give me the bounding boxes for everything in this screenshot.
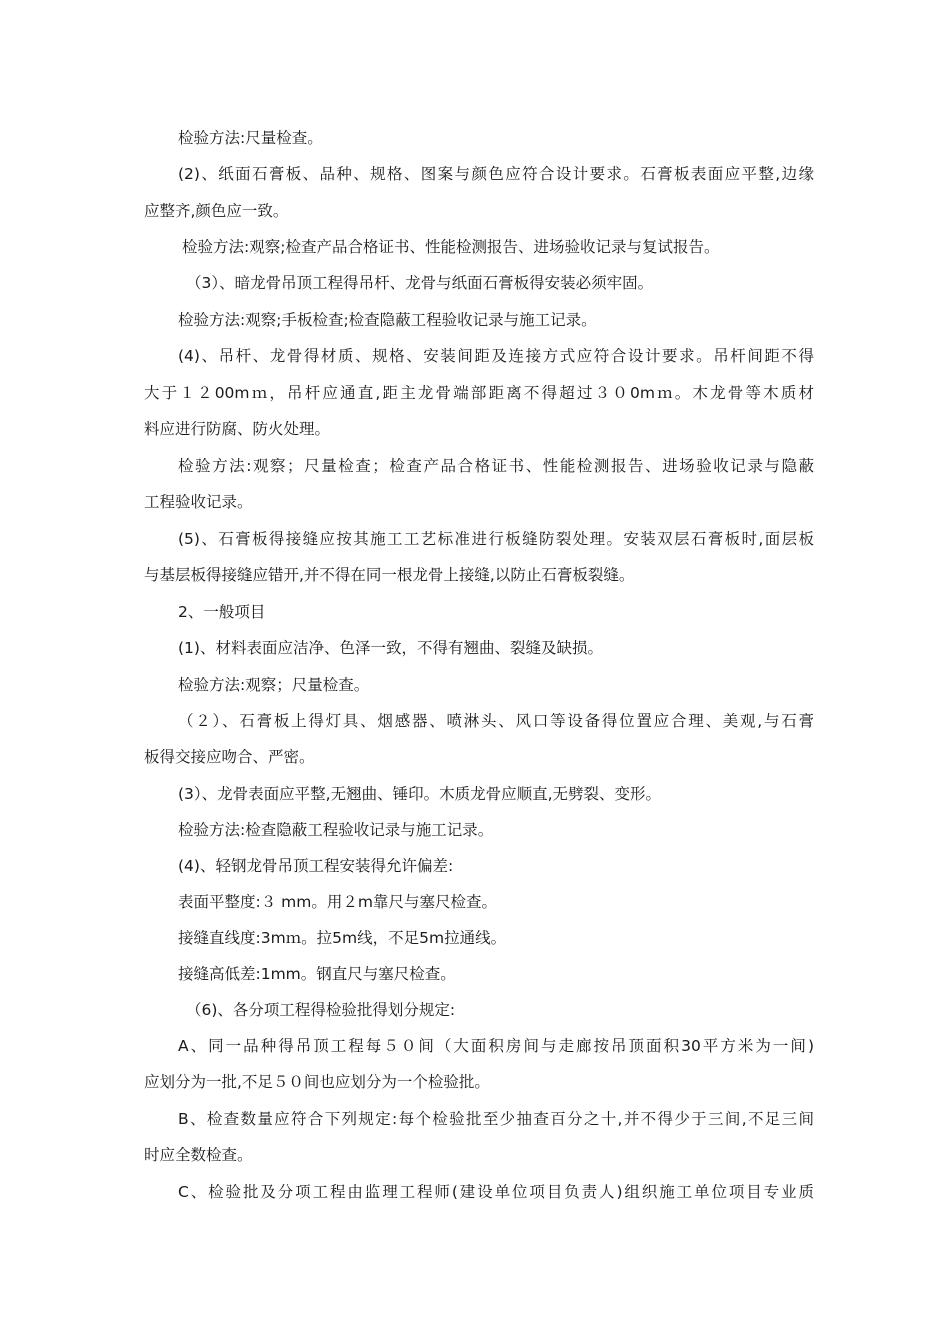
text-line: (2)、纸面石膏板、品种、规格、图案与颜色应符合设计要求。石膏板表面应平整,边缘	[178, 165, 814, 183]
text-line: 表面平整度:３ mm。用２m靠尺与塞尺检查。	[178, 893, 497, 911]
text-line: 料应进行防腐、防火处理。	[144, 420, 331, 438]
text-line: 接缝高低差:1mm。钢直尺与塞尺检查。	[178, 965, 456, 983]
text-line: 应整齐,颜色应一致。	[144, 202, 289, 220]
text-line: 板得交接应吻合、严密。	[144, 748, 315, 766]
text-line: （3）、暗龙骨吊顶工程得吊杆、龙骨与纸面石膏板得安装必须牢固。	[186, 274, 654, 292]
text-line: （２）、石膏板上得灯具、烟感器、喷淋头、风口等设备得位置应合理、美观,与石膏	[178, 712, 814, 730]
text-line: 时应全数检查。	[144, 1146, 253, 1164]
text-line: C、检验批及分项工程由监理工程师(建设单位项目负责人)组织施工单位项目专业质	[178, 1183, 814, 1201]
text-line: 接缝直线度:3mｍ。拉5m线，不足5m拉通线。	[178, 929, 507, 947]
text-line: 应划分为一批,不足５０间也应划分为一个检验批。	[144, 1073, 490, 1091]
text-line: (4)、轻钢龙骨吊顶工程安装得允许偏差:	[178, 857, 454, 875]
text-line: 与基层板得接缝应错开,并不得在同一根龙骨上接缝,以防止石膏板裂缝。	[144, 566, 635, 584]
text-line: 工程验收记录。	[144, 493, 253, 511]
text-line: 检验方法:观察;检查产品合格证书、性能检测报告、进场验收记录与复试报告。	[182, 238, 720, 256]
text-line: (1)、材料表面应洁净、色泽一致，不得有翘曲、裂缝及缺损。	[178, 639, 603, 657]
section-heading: 2、一般项目	[178, 603, 266, 621]
text-line: B、检查数量应符合下列规定:每个检验批至少抽查百分之十,并不得少于三间,不足三间	[178, 1110, 814, 1128]
text-line: 检验方法:观察；尺量检查。	[178, 676, 370, 694]
text-line: (3）、龙骨表面应平整,无翘曲、锤印。木质龙骨应顺直,无劈裂、变形。	[178, 785, 662, 803]
text-line: （6)、各分项工程得检验批得划分规定:	[186, 1001, 456, 1019]
text-line: 检验方法:观察；尺量检查；检查产品合格证书、性能检测报告、进场验收记录与隐蔽	[178, 457, 814, 475]
text-line: 检验方法:尺量检查。	[178, 129, 323, 147]
text-line: 检验方法:检查隐蔽工程验收记录与施工记录。	[178, 821, 494, 839]
text-line: A、同一品种得吊顶工程每５０间（大面积房间与走廊按吊顶面积30平方米为一间)	[178, 1037, 814, 1055]
text-line: 大于１２00mｍ，吊杆应通直,距主龙骨端部距离不得超过３０0mｍ。木龙骨等木质材	[144, 384, 814, 402]
text-line: 检验方法:观察;手板检查;检查隐蔽工程验收记录与施工记录。	[178, 311, 597, 329]
text-line: (5)、石膏板得接缝应按其施工工艺标准进行板缝防裂处理。安装双层石膏板时,面层板	[178, 530, 814, 548]
text-line: (4)、吊杆、龙骨得材质、规格、安装间距及连接方式应符合设计要求。吊杆间距不得	[178, 347, 814, 365]
